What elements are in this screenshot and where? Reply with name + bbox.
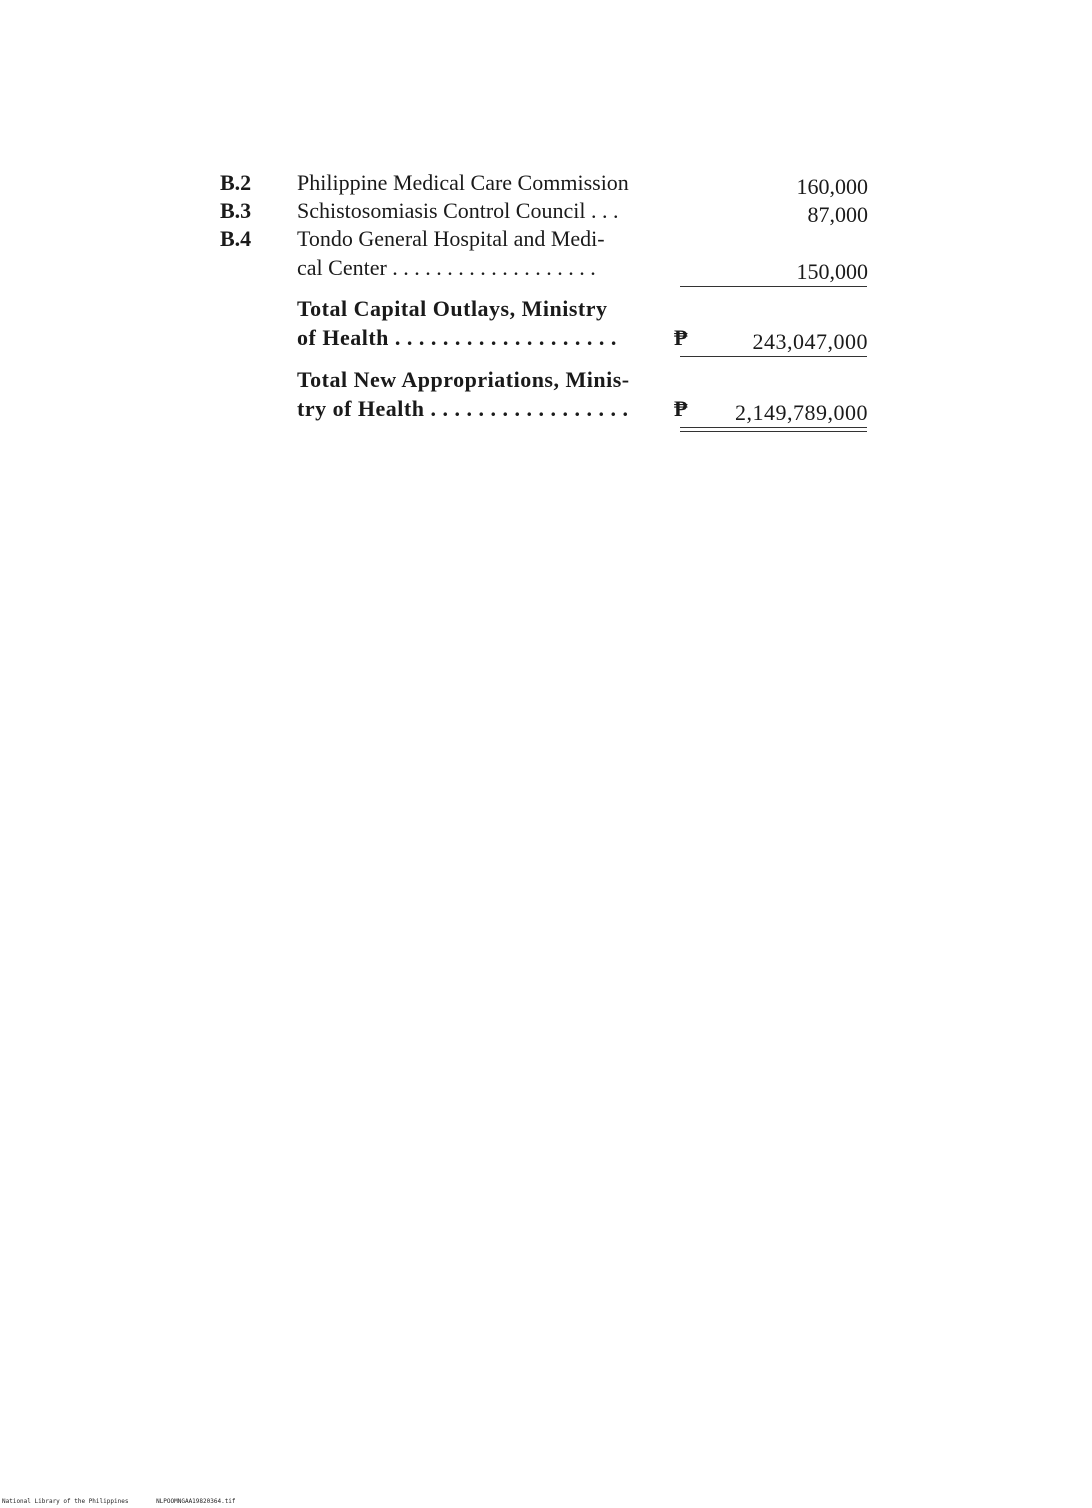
grand-total-double-rule-bottom [680, 431, 867, 432]
line-item-b3 [0, 196, 1092, 226]
footer-library: National Library of the Philippines [2, 1498, 129, 1505]
subtotal-rule [680, 286, 867, 287]
line-item-b2 [0, 168, 1092, 198]
item-code: B.4 [220, 226, 252, 251]
total-rule [680, 356, 867, 357]
total-label-line1: Total New Appropriations, Minis- [297, 367, 630, 392]
total-new-appropriations [0, 365, 1092, 395]
item-code: B.2 [220, 170, 252, 195]
item-label: Philippine Medical Care Commission [297, 170, 629, 195]
line-item-b4 [0, 224, 1092, 254]
total-label-line2: of Health . . . . . . . . . . . . . . . . . . . [297, 325, 617, 350]
footer-file: NLPOOMNGAA19820364.tif [156, 1498, 236, 1505]
line-item-b4-continued [0, 253, 1092, 283]
total-label-line1: Total Capital Outlays, Ministry [297, 296, 608, 321]
total-new-appropriations-continued [0, 394, 1092, 424]
item-amount: 150,000 [796, 259, 868, 284]
item-amount: 87,000 [807, 202, 868, 227]
grand-total-amount: 2,149,789,000 [735, 400, 868, 425]
total-label-line2: try of Health . . . . . . . . . . . . . . . . . [297, 396, 629, 421]
grand-total-double-rule-top [680, 427, 867, 428]
peso-sign: ₱ [674, 325, 688, 350]
total-capital-outlays-continued [0, 323, 1092, 353]
scan-footer [2, 1498, 260, 1506]
item-label-line2: cal Center . . . . . . . . . . . . . . . . . . . [297, 255, 596, 280]
item-amount: 160,000 [796, 174, 868, 199]
item-label: Schistosomiasis Control Council . . . [297, 198, 619, 223]
item-code: B.3 [220, 198, 252, 223]
total-amount: 243,047,000 [752, 329, 868, 354]
total-capital-outlays [0, 294, 1092, 324]
item-label-line1: Tondo General Hospital and Medi- [297, 226, 605, 251]
peso-sign: ₱ [674, 396, 688, 421]
